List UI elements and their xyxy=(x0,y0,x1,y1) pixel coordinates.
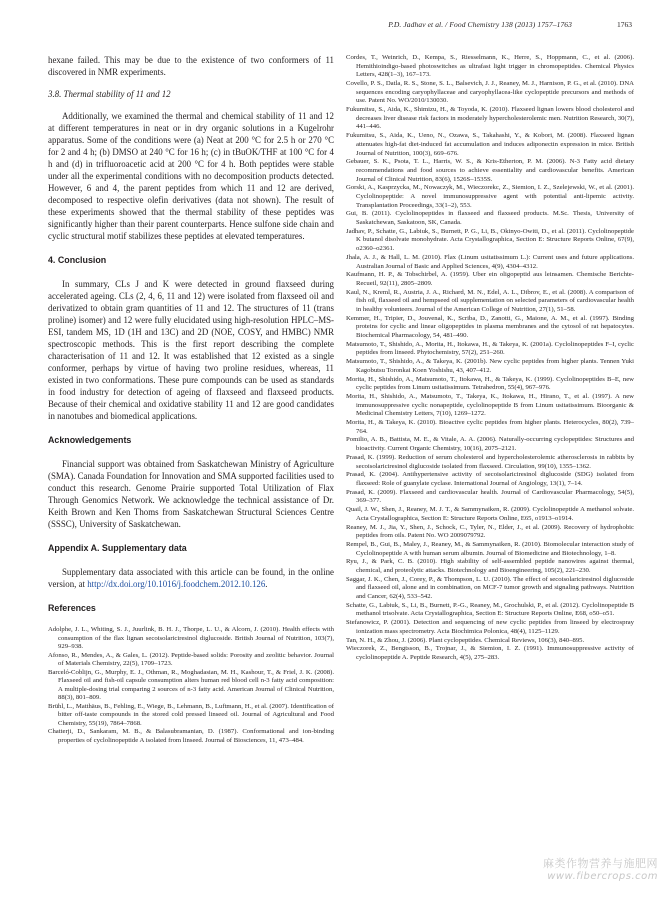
reference-item: Morita, H., Shishido, A., Matsumoto, T., Takeya, K., Itokawa, H., Hirano, T., et al. (1997). A new immunosuppressive cyclic nonapeptide, cyclolinopeptide B from Linum usitatissimum. Bioorganic & Medicinal Chemistry Letters, 7(10), 1269–1272. xyxy=(346,393,634,418)
doi-link[interactable]: http://dx.doi.org/10.1016/j.foodchem.2012.10.126 xyxy=(87,579,266,589)
acknowledgements-heading: Acknowledgements xyxy=(48,435,132,445)
right-column xyxy=(346,54,634,663)
reference-item: Jadhav, P., Schatte, G., Labiuk, S., Burnett, P. G., Li, B., Okinyo-Owiti, D., et al. (2011). Cyclolinopeptide K butanol disolvate monohydrate. Acta Crystallographica, Section E: Structure Reports Online, 67(9), o2360–o2361. xyxy=(346,227,634,253)
reference-item: Matsumoto, T., Shishido, A., Morita, H., Itokawa, H., & Takeya, K. (2001a). Cyclolinopeptides F–I, cyclic peptides from linseed. Phytochemistry, 57(2), 251–260. xyxy=(346,340,634,357)
page-number: 1763 xyxy=(617,20,632,29)
section-3-8-heading: 3.8. Thermal stability of 11 and 12 xyxy=(48,89,171,99)
references-heading: References xyxy=(48,603,96,613)
intro-paragraph: hexane failed. This may be due to the existence of two conformers of 11 discovered in NMR experiments. xyxy=(48,55,334,77)
appendix-text: Supplementary data associated with this article can be found, in the online version, at xyxy=(48,567,334,589)
reference-item: Fukumitsu, S., Aida, K., Shimizu, H., & Toyoda, K. (2010). Flaxseed lignan lowers blood cholesterol and decreases liver disease risk factors in moderately hypercholesterolemic men. Nutrition Research, 30(7), 441–446. xyxy=(346,106,634,131)
reference-item: Schatte, G., Labiuk, S., Li, B., Burnett, P.-G., Reaney, M., Grochulski, P., et al. (2012). Cyclolinopeptide B methanol trisolvate. Acta Crystallographica, Section E: Structure Reports Online, E68, o50–o51. xyxy=(346,601,634,618)
reference-item: Fukumitsu, S., Aida, K., Ueno, N., Ozawa, S., Takahashi, Y., & Kobori, M. (2008). Flaxseed lignan attenuates high-fat diet-induced fat accumulation and induces adiponectin expression in mice. British Journal of Nutrition, 100(3), 669–676. xyxy=(346,132,634,157)
appendix-paragraph xyxy=(48,566,334,590)
references-list-left xyxy=(48,626,334,745)
reference-item: Stefanowicz, P. (2001). Detection and sequencing of new cyclic peptides from linseed by electrospray ionization mass spectrometry. Acta Biochimica Polonica, 48(4), 1125–1129. xyxy=(346,619,634,635)
reference-item: Morita, H., Shishido, A., Matsumoto, T., Itokawa, H., & Takeya, K. (1999). Cyclolinopeptides B–E, new cyclic peptides from Linum usitatissimum. Tetrahedron, 55(4), 967–976. xyxy=(346,375,634,392)
reference-item: Kaul, N., Kreml, R., Austria, J. A., Richard, M. N., Edel, A. L., Dibrov, E., et al. (2008). A comparison of fish oil, flaxseed oil and hempseed oil supplementation on selected parameters of cardiovascular health in healthy volunteers. Journal of the American College of Nutrition, 27(1), 51–58. xyxy=(346,288,634,313)
reference-item: Gebauer, S. K., Psota, T. L., Harris, W. S., & Kris-Etherton, P. M. (2006). N-3 Fatty acid dietary recommendations and food sources to achieve essentiality and cardiovascular benefits. American Journal of Clinical Nutrition, 83(6), 1526S–1535S. xyxy=(346,158,634,183)
appendix-period: . xyxy=(265,579,268,589)
reference-item: Gorski, A., Kasprzycka, M., Nowaczyk, M., Wieczorekc, Z., Siemion, I. Z., Szelejewski, W., et al. (2001). Cyclolinopeptide: A novel immunosuppressive agent with potential anti-lipemic activity. Transplantation Proceedings, 33(1–2), 553. xyxy=(346,184,634,209)
reference-item: Pomilio, A. B., Battista, M. E., & Vitale, A. A. (2006). Naturally-occurring cyclopeptides: Structures and bioactivity. Current Organic Chemistry, 10(16), 2075–2121. xyxy=(346,436,634,453)
reference-item: Wieczorek, Z., Bengtsson, B., Trojnar, J., & Siemion, I. Z. (1991). Immunosuppressive activity of cyclolinopeptide A. Peptide Research, 4(5), 275–283. xyxy=(346,645,634,661)
watermark-url: www.fibercrops.com xyxy=(547,871,658,882)
reference-item: Morita, H., & Takeya, K. (2010). Bioactive cyclic peptides from higher plants. Heterocycles, 80(2), 739–764. xyxy=(346,419,634,435)
watermark-site-name: 麻类作物营养与施肥网 xyxy=(543,857,658,870)
references-list-right xyxy=(346,54,634,663)
reference-item: Saggar, J. K., Chen, J., Corey, P., & Thompson, L. U. (2010). The effect of secoisolariciresinol diglucoside and flaxseed oil, alone and in combination, on MCF-7 tumor growth and signaling pathways. Nutrition and Cancer, 62(4), 533–542. xyxy=(346,575,634,601)
acknowledgements-paragraph: Financial support was obtained from Saskatchewan Ministry of Agriculture (SMA). Canada Foundation for Innovation and SMA supported facilities used to conduct this research. Genome Prairie supported Total Utilization of Flax Through Genomics Network. We acknowledge the technical assistance of Dr. Keith Brown and Ken Thoms from Saskatchewan Structural Sciences Centre (SSSC), University of Saskatchewan. xyxy=(48,459,334,529)
reference-item: Cordes, T., Weinrich, D., Kempa, S., Riesselmann, K., Herre, S., Hoppmann, C., et al. (2006). Hemithioindigo-based photoswitches as ultrafast light trigger in chromopeptides. Chemical Physics Letters, 428(1–3), 167–173. xyxy=(346,54,634,79)
thermal-stability-paragraph: Additionally, we examined the thermal and chemical stability of 11 and 12 at different temperatures in neat or in dry organic solutions in a Kugelrohr apparatus. Some of the conditions were (a) Neat at 200 °C for 2.5 h or 270 °C for 2 and 4 h; (b) DMSO at 240 °C for 16 h; (c) in tBuOK/THF at 100 °C for 4 h and (d) in trifluoroacetic acid at 200 °C for 4 h. Both peptides were stable under all the experimental conditions with no decomposition products detected. However, 6 and 4, the parent peptides from which 11 and 12 are derived, decomposed to respective olefin derivatives (data not shown). The result of these experiments showed that the thermal stability of these peptides was significantly higher than their parent counterparts. Hence sulfone side chain and cyclic structural motif stabilizes these peptides at elevated temperatures. xyxy=(48,111,334,241)
reference-item: Covello, P. S., Datla, R. S., Stone, S. L., Balsevich, J. J., Reaney, M. J., Harnison, P. G., et al. (2010). DNA sequences encoding caryophyllaceae and caryophyllacea-like cyclopeptide precursors and methods of use. Patent No. WO/2010/130030. xyxy=(346,80,634,105)
reference-item: Matsumoto, T., Shishido, A., & Takeya, K. (2001b). New cyclic peptides from higher plants. Tennen Yuki Kagobutsu Toronkai Koen Yoshishu, 43, 407–412. xyxy=(346,358,634,374)
reference-item: Prasad, K. (1999). Reduction of serum cholesterol and hypercholesterolemic atherosclerosis in rabbits by secoisolariciresinol diglucoside isolated from flaxseed. Circulation, 99(10), 1355–1362. xyxy=(346,453,634,470)
reference-item: Tan, N. H., & Zhou, J. (2006). Plant cyclopeptides. Chemical Reviews, 106(3), 840–895. xyxy=(346,636,585,644)
reference-item: Afonso, R., Mendes, A., & Gales, L. (2012). Peptide-based solids: Porosity and zeolitic behavior. Journal of Materials Chemistry, 22(5), 1709–1723. xyxy=(48,651,334,668)
reference-item: Kaufmann, H. P., & Tobschirbel, A. (1959). Uber ein oligopeptid aus leinsamen. Chemische Berichte-Recueil, 92(11), 2805–2809. xyxy=(346,271,634,287)
conclusion-heading: 4. Conclusion xyxy=(48,255,107,265)
reference-item: Rempel, B., Gui, B., Maley, J., Reaney, M., & Sammynaiken, R. (2010). Biomolecular interaction study of Cyclolinopeptide A with human serum albumin. Journal of Biomedicine and Biotechnology, 1–8. xyxy=(346,540,634,557)
reference-item: Chatterji, D., Sankaram, M. B., & Balasubramanian, D. (1987). Conformational and ion-binding properties of cyclolinopeptide A isolated from linseed. Journal of Biosciences, 11, 473–484. xyxy=(48,728,334,744)
reference-item: Barceló-Coblijn, G., Murphy, E. J., Othman, R., Moghadasian, M. H., Kashour, T., & Friel, J. K. (2008). Flaxseed oil and fish-oil capsule consumption alters human red blood cell n-3 fatty acid composition: A multiple-dosing trial comparing 2 sources of n-3 fatty acid. American Journal of Clinical Nutrition, 88(3), 801–809. xyxy=(48,668,334,702)
reference-item: Kemmer, H., Tripier, D., Jouvenal, K., Scriba, D., Zanotti, G., Maione, A. M., et al. (1997). Binding proteins for cyclic and linear oligopeptides in plasma membranes and the cytosol of rat hepatocytes. Biochemical Pharmacology, 54, 481–490. xyxy=(346,314,634,340)
reference-item: Ryu, J., & Park, C. B. (2010). High stability of self-assembled peptide nanowires against thermal, chemical, and proteolytic attacks. Biotechnology and Bioengineering, 105(2), 221–230. xyxy=(346,558,634,574)
running-head xyxy=(0,20,672,34)
reference-item: Prasad, K. (2004). Antihypertensive activity of secoisolariciresinol diglucoside (SDG) isolated from flaxseed: Role of guanylate cyclase. International Journal of Angiology, 13(1), 7–14. xyxy=(346,471,634,487)
left-column xyxy=(48,54,334,745)
reference-item: Jhala, A. J., & Hall, L. M. (2010). Flax (Linum usitatissimum L.): Current uses and future applications. Australian Journal of Basic and Applied Sciences, 4(9), 4304–4312. xyxy=(346,253,634,270)
journal-citation-header: P.D. Jadhav et al. / Food Chemistry 138 (2013) 1757–1763 xyxy=(388,20,572,29)
reference-item: Gui, B. (2011). Cyclolinopeptides in flaxseed and flaxseed products. M.Sc. Thesis, University of Saskatchewan, Saskatoon, SK, Canada. xyxy=(346,210,634,227)
reference-item: Quail, J. W., Shen, J., Reaney, M. J. T., & Sammynaiken, R. (2009). Cyclolinopeptide A methanol solvate. Acta Crystallographica, Section E: Structure Reports Online, E65, o1913–o1914. xyxy=(346,506,634,522)
reference-item: Prasad, K. (2009). Flaxseed and cardiovascular health. Journal of Cardiovascular Pharmacology, 54(5), 369–377. xyxy=(346,488,634,505)
watermark xyxy=(543,857,658,883)
reference-item: Reaney, M. J., Jia, Y., Shen, J., Schock, C., Tyler, N., Elder, J., et al. (2009). Recovery of hydrophobic peptides from oils. Patent No. WO 2009079792. xyxy=(346,523,634,540)
reference-item: Brühl, L., Matthäus, B., Fehling, E., Wiege, B., Lehmann, B., Luftmann, H., et al. (2007). Identification of bitter off-taste compounds in the stored cold pressed linseed oil. Journal of Agricultural and Food Chemistry, 55(19), 7864–7868. xyxy=(48,702,334,727)
conclusion-paragraph: In summary, CLs J and K were detected in ground flaxseed during accelerated ageing. CLs (2, 4, 6, 11 and 12) were isolated from flaxseed oil and derivatized to obtain gram quantities of 11 and 12. The structures of 11 (trans proline) isomer) and 12 were fully elucidated using high-resolution HPLC–MS-ESI, tandem MS, 1D (1H and 13C) and 2D (NOE, COSY, and HMBC) NMR spectroscopic methods. This is the first report describing the complete characterisation of 11 and 12. It was established that 12 existed as a single conformer, perhaps by virtue of having two proline residues, whereas, 11 existed in two conformations. These pure compounds can be used as standards in food industry for detection of ageing of flaxseed and flaxseed products. Because of their chemical and oxidative stability 11 and 12 are good candidates in nanotubes and biomedical applications. xyxy=(48,279,334,421)
reference-item: Adolphe, J. L., Whiting, S. J., Juurlink, B. H. J., Thorpe, L. U., & Alcorn, J. (2010). Health effects with consumption of the flax lignan secoisolariciresinol diglucoside. British Journal of Nutrition, 103(7), 929–938. xyxy=(48,626,334,650)
appendix-heading: Appendix A. Supplementary data xyxy=(48,543,187,553)
